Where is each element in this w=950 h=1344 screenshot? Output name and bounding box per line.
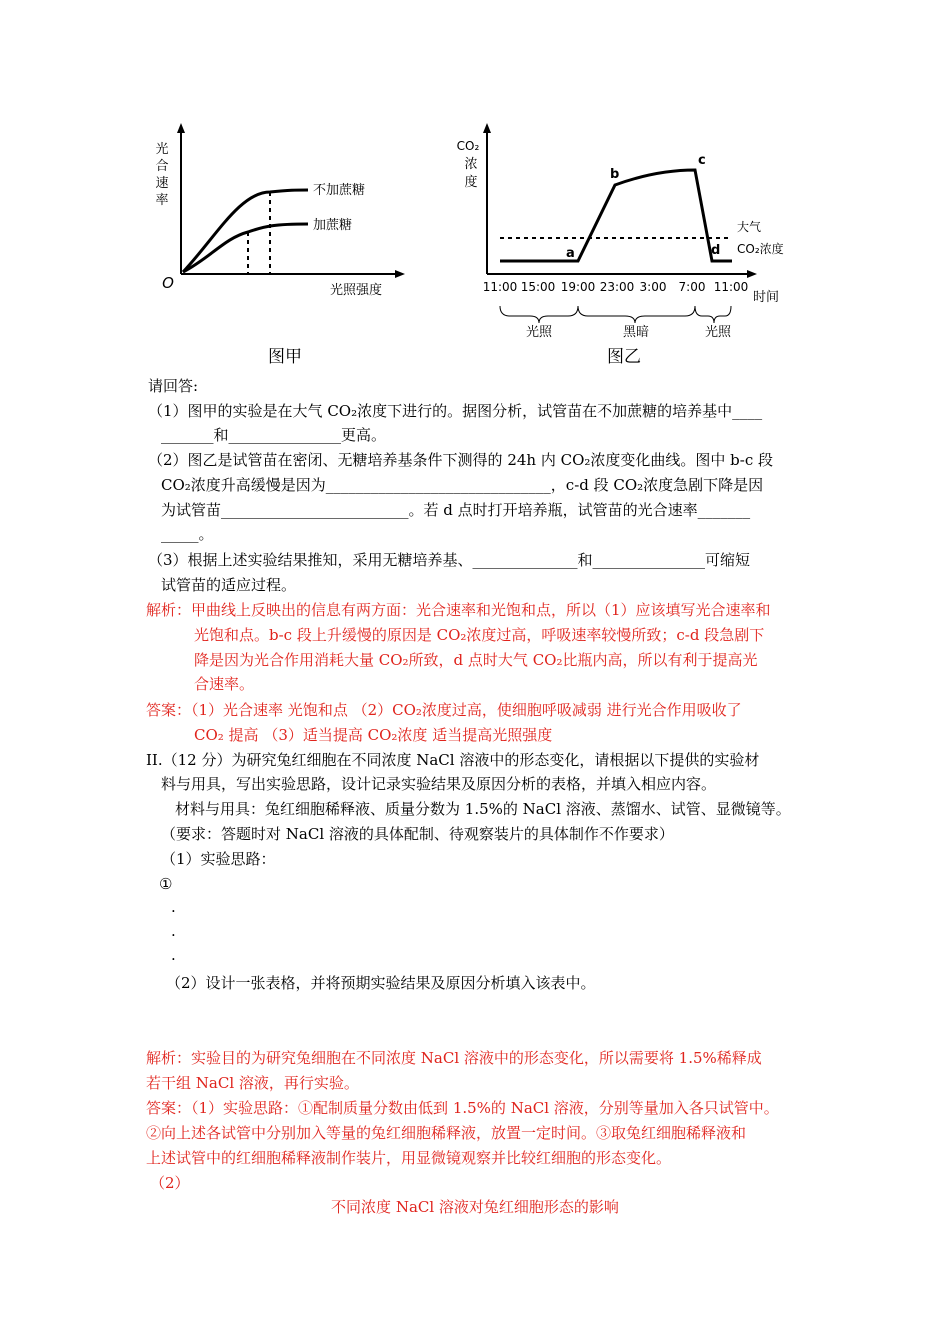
question-1-line-1: （1）图甲的实验是在大气 CO₂浓度下进行的。据图分析，试管苗在不加蔗糖的培养基中____ <box>148 402 763 420</box>
answer-2-line-3: 上述试管中的红细胞稀释液制作装片，用显微镜观察并比较红细胞的形态变化。 <box>146 1149 672 1167</box>
jia-series-label-2: 加蔗糖 <box>313 218 353 233</box>
yi-tick-7: 11:00 <box>713 280 749 294</box>
analysis-2-line-2: 若干组 NaCl 溶液，再行实验。 <box>146 1074 359 1092</box>
question-2-line-4: _____。 <box>161 525 214 543</box>
jia-caption: 图甲 <box>268 347 302 367</box>
analysis-2-line-1: 解析：实验目的为研究兔细胞在不同浓度 NaCl 溶液中的形态变化，所以需要将 1.5%稀释成 <box>146 1049 762 1067</box>
yi-brace-2 <box>578 306 695 323</box>
question-1-line-2: _______和_______________更高。 <box>161 426 387 444</box>
prompt-text: 请回答: <box>148 377 199 395</box>
yi-point-c: c <box>698 153 706 168</box>
question-2-line-1: （2）图乙是试管苗在密闭、无糖培养基条件下测得的 24h 内 CO₂浓度变化曲线。图中 b-c 段 <box>148 451 773 469</box>
jia-origin: O <box>162 274 174 292</box>
yi-tick-6: 7:00 <box>678 280 706 294</box>
jia-xlabel: 光照强度 <box>330 283 383 298</box>
yi-ylabel-2: 浓 <box>464 157 478 172</box>
question-ii-line-2: 料与用具，写出实验思路，设计记录实验结果及原因分析的表格，并填入相应内容。 <box>161 775 717 793</box>
yi-period-1: 光照 <box>525 325 553 340</box>
jia-ylabel-4: 率 <box>155 193 169 208</box>
yi-tick-5: 3:00 <box>639 280 667 294</box>
figure-yi <box>440 120 800 370</box>
jia-ylabel-1: 光 <box>155 142 169 157</box>
yi-brace-1 <box>500 306 578 323</box>
yi-point-a: a <box>566 246 575 261</box>
question-3-line-2: 试管苗的适应过程。 <box>161 576 297 594</box>
yi-period-2: 黑暗 <box>622 325 650 340</box>
answer-2-line-4: （2） <box>150 1174 190 1192</box>
analysis-1-line-4: 合速率。 <box>194 675 255 693</box>
yi-tick-3: 19:00 <box>560 280 596 294</box>
jia-series-label-1: 不加蔗糖 <box>313 183 366 198</box>
yi-ylabel-co2: CO₂ <box>456 139 480 153</box>
yi-brace-3 <box>695 306 731 323</box>
requirements-line: （要求：答题时对 NaCl 溶液的具体配制、待观察装片的具体制作不作要求） <box>161 825 674 843</box>
question-3-line-1: （3）根据上述实验结果推知，采用无糖培养基、______________和_______________可缩短 <box>148 551 751 569</box>
yi-tick-1: 11:00 <box>482 280 518 294</box>
idea-dot-1: . <box>171 898 176 916</box>
yi-atmos-label-1: 大气 <box>737 220 762 234</box>
yi-caption: 图乙 <box>607 347 641 367</box>
answer-2-line-2: ②向上述各试管中分别加入等量的兔红细胞稀释液，放置一定时间。③取兔红细胞稀释液和 <box>146 1124 747 1142</box>
jia-y-arrow-icon <box>177 123 185 133</box>
yi-tick-2: 15:00 <box>520 280 556 294</box>
idea-step-1-marker: ① <box>159 875 173 893</box>
jia-ylabel-3: 速 <box>155 176 169 191</box>
yi-x-arrow-icon <box>747 270 757 278</box>
analysis-1-line-3: 降是因为光合作用消耗大量 CO₂所致，d 点时大气 CO₂比瓶内高，所以有利于提高光 <box>194 651 758 669</box>
materials-line: 材料与用具：兔红细胞稀释液、质量分数为 1.5%的 NaCl 溶液、蒸馏水、试管、显微镜等。 <box>175 800 791 818</box>
analysis-1-line-2: 光饱和点。b-c 段上升缓慢的原因是 CO₂浓度过高，呼吸速率较慢所致；c-d 段急剧下 <box>194 626 765 644</box>
answer-1-line-1: 答案：（1）光合速率 光饱和点 （2）CO₂浓度过高，使细胞呼吸减弱 进行光合作用吸收了 <box>146 701 742 719</box>
idea-dot-3: . <box>171 946 176 964</box>
yi-atmos-label-2: CO₂浓度 <box>737 242 784 256</box>
yi-point-d: d <box>711 243 721 258</box>
yi-y-arrow-icon <box>483 123 491 133</box>
table-task-line: （2）设计一张表格，并将预期实验结果及原因分析填入该表中。 <box>166 974 596 992</box>
yi-tick-4: 23:00 <box>599 280 635 294</box>
answer-1-line-2: CO₂ 提高 （3）适当提高 CO₂浓度 适当提高光照强度 <box>194 726 553 744</box>
question-2-line-3: 为试管苗_________________________。若 d 点时打开培养瓶，试管苗的光合速率_______ <box>161 501 751 519</box>
idea-dot-2: . <box>171 922 176 940</box>
question-2-line-2: CO₂浓度升高缓慢是因为______________________________，c-d 段 CO₂浓度急剧下降是因 <box>161 476 764 494</box>
question-ii-line-1: II.（12 分）为研究兔红细胞在不同浓度 NaCl 溶液中的形态变化，请根据以下提供的实验材 <box>146 751 760 769</box>
idea-heading: （1）实验思路： <box>161 850 276 868</box>
yi-ylabel-3: 度 <box>464 175 478 190</box>
yi-co2-curve <box>500 170 732 261</box>
answer-2-line-1: 答案：（1）实验思路：①配制质量分数由低到 1.5%的 NaCl 溶液，分别等量加入各只试管中。 <box>146 1099 779 1117</box>
figure-jia <box>140 120 420 370</box>
yi-point-b: b <box>610 167 620 182</box>
yi-xlabel: 时间 <box>753 290 780 305</box>
table-title: 不同浓度 NaCl 溶液对兔红细胞形态的影响 <box>331 1198 619 1216</box>
analysis-1-line-1: 解析：甲曲线上反映出的信息有两方面：光合速率和光饱和点，所以（1）应该填写光合速率和 <box>146 601 771 619</box>
jia-x-arrow-icon <box>395 270 405 278</box>
jia-ylabel-2: 合 <box>155 159 169 174</box>
yi-period-3: 光照 <box>704 325 732 340</box>
